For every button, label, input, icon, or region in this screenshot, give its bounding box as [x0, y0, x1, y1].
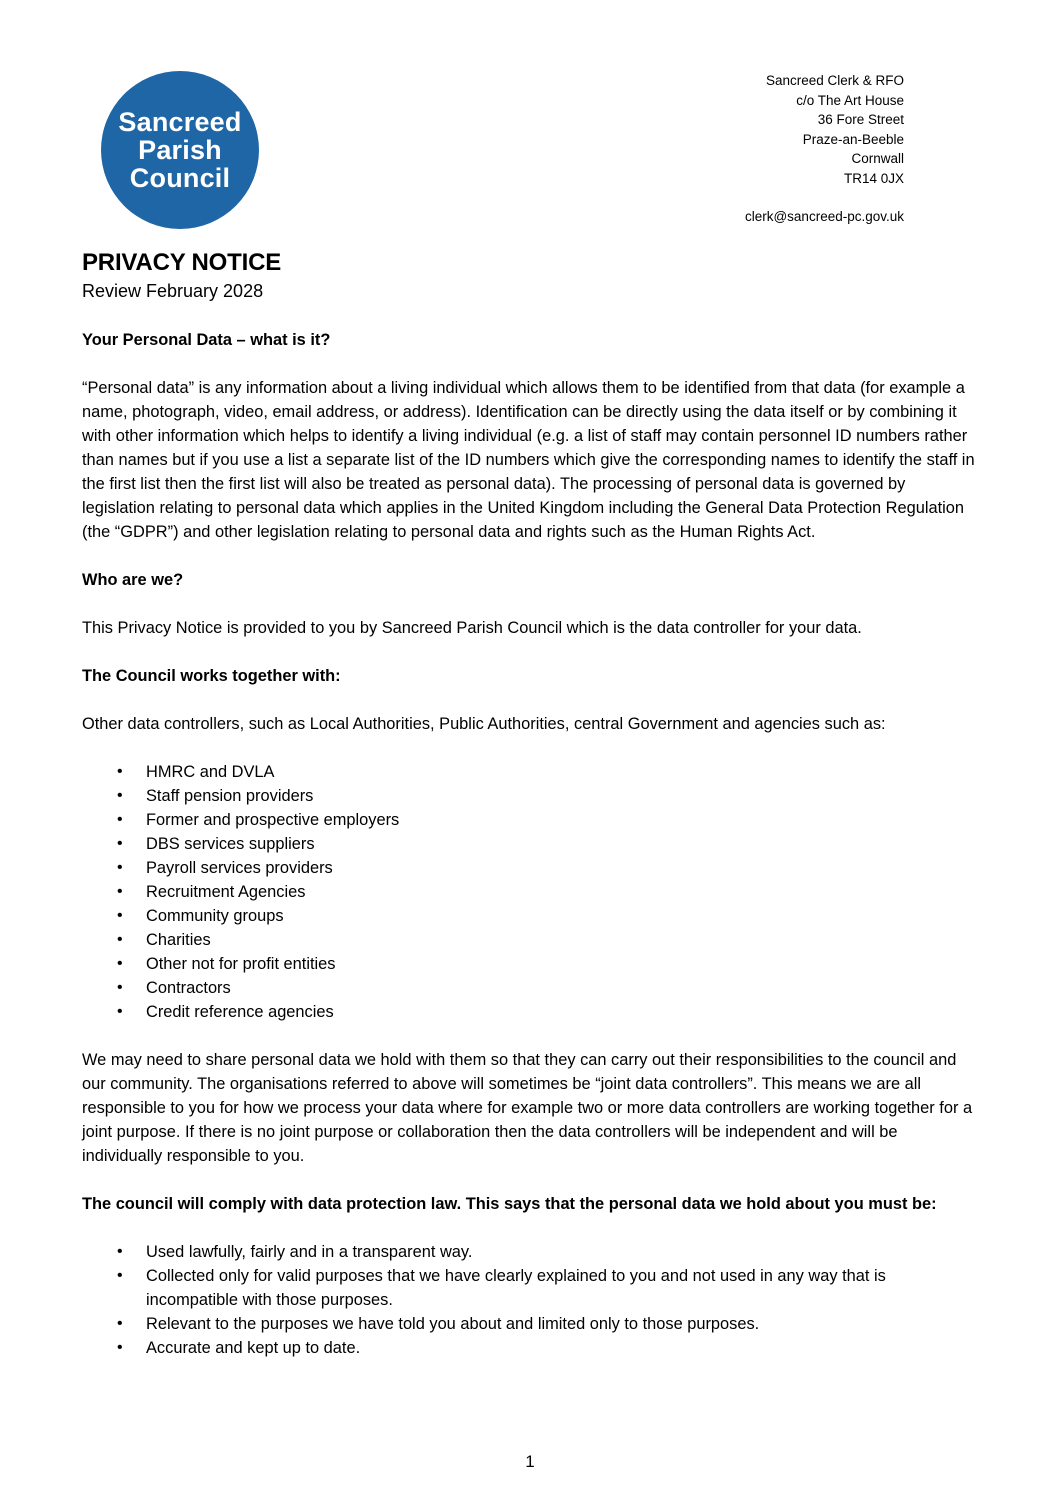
who-are-we-paragraph: This Privacy Notice is provided to you by Sancreed Parish Council which is the data controller for your data. [82, 619, 862, 637]
list-item: • Staff pension providers [146, 784, 982, 808]
list-item: • Collected only for valid purposes that we have clearly explained to you and not used in any way that is incompatible with those purposes. [146, 1264, 982, 1312]
partner-list [82, 760, 982, 1024]
list-item: • Other not for profit entities [146, 952, 982, 976]
contact-email: clerk@sancreed-pc.gov.uk [744, 209, 904, 224]
document-body [82, 248, 982, 1384]
list-item: • Community groups [146, 904, 982, 928]
section-heading-who-are-we: Who are we? [82, 571, 184, 589]
personal-data-paragraph: “Personal data” is any information about a living individual which allows them to be identified from that data (for example a name, photograph, video, email address, or address). Identification can be directly using the data itself or by combining it with other information which helps to identify a living individual (e.g. a list of staff may contain personnel ID numbers rather than names but if you use a list a separate list of the ID numbers which give the corresponding names to identify the staff in the first list then the first list will also be treated as personal data). The processing of personal data is governed by legislation relating to personal data which applies in the United Kingdom including the General Data Protection Regulation (the “GDPR”) and other legislation relating to personal data and rights such as the Human Rights Act. [82, 379, 975, 541]
section-heading-works-together: The Council works together with: [82, 667, 341, 685]
address-line: c/o The Art House [796, 92, 904, 108]
section-heading-personal-data: Your Personal Data – what is it? [82, 331, 331, 349]
logo-line-3: Council [129, 163, 231, 193]
section-heading-comply: The council will comply with data protection law. This says that the personal data we hold about you must be: [82, 1195, 937, 1213]
address-line: TR14 0JX [843, 170, 904, 186]
principles-list [82, 1240, 982, 1360]
page-title: PRIVACY NOTICE [82, 249, 282, 276]
page-number: 1 [525, 1452, 535, 1471]
list-item: • Payroll services providers [146, 856, 982, 880]
list-item: • Used lawfully, fairly and in a transparent way. [146, 1240, 982, 1264]
list-item: • HMRC and DVLA [146, 760, 982, 784]
works-together-intro: Other data controllers, such as Local Authorities, Public Authorities, central Government and agencies such as: [82, 715, 886, 733]
list-item: • Credit reference agencies [146, 1000, 982, 1024]
review-date: Review February 2028 [82, 281, 264, 301]
logo-line-1: Sancreed [118, 107, 242, 137]
address-line: 36 Fore Street [817, 112, 904, 127]
address-line: Sancreed Clerk & RFO [765, 73, 904, 88]
council-logo [101, 71, 259, 229]
list-item: • Relevant to the purposes we have told you about and limited only to those purposes. [146, 1312, 982, 1336]
list-item: • Charities [146, 928, 982, 952]
list-item: • Recruitment Agencies [146, 880, 982, 904]
address-block [745, 71, 904, 227]
joint-controllers-paragraph: We may need to share personal data we hold with them so that they can carry out their responsibilities to the council and our community. The organisations referred to above will sometimes be “joint data controllers”. This means we are all responsible to you for how we process your data where for example two or more data controllers are working together for a joint purpose. If there is no joint purpose or collaboration then the data controllers will be independent and will be individually responsible to you. [82, 1051, 973, 1165]
list-item: • DBS services suppliers [146, 832, 982, 856]
list-item: • Contractors [146, 976, 982, 1000]
address-line: Cornwall [851, 151, 904, 166]
list-item: • Accurate and kept up to date. [146, 1336, 982, 1360]
logo-line-2: Parish [138, 135, 222, 165]
address-line: Praze-an-Beeble [802, 131, 904, 147]
list-item: • Former and prospective employers [146, 808, 982, 832]
